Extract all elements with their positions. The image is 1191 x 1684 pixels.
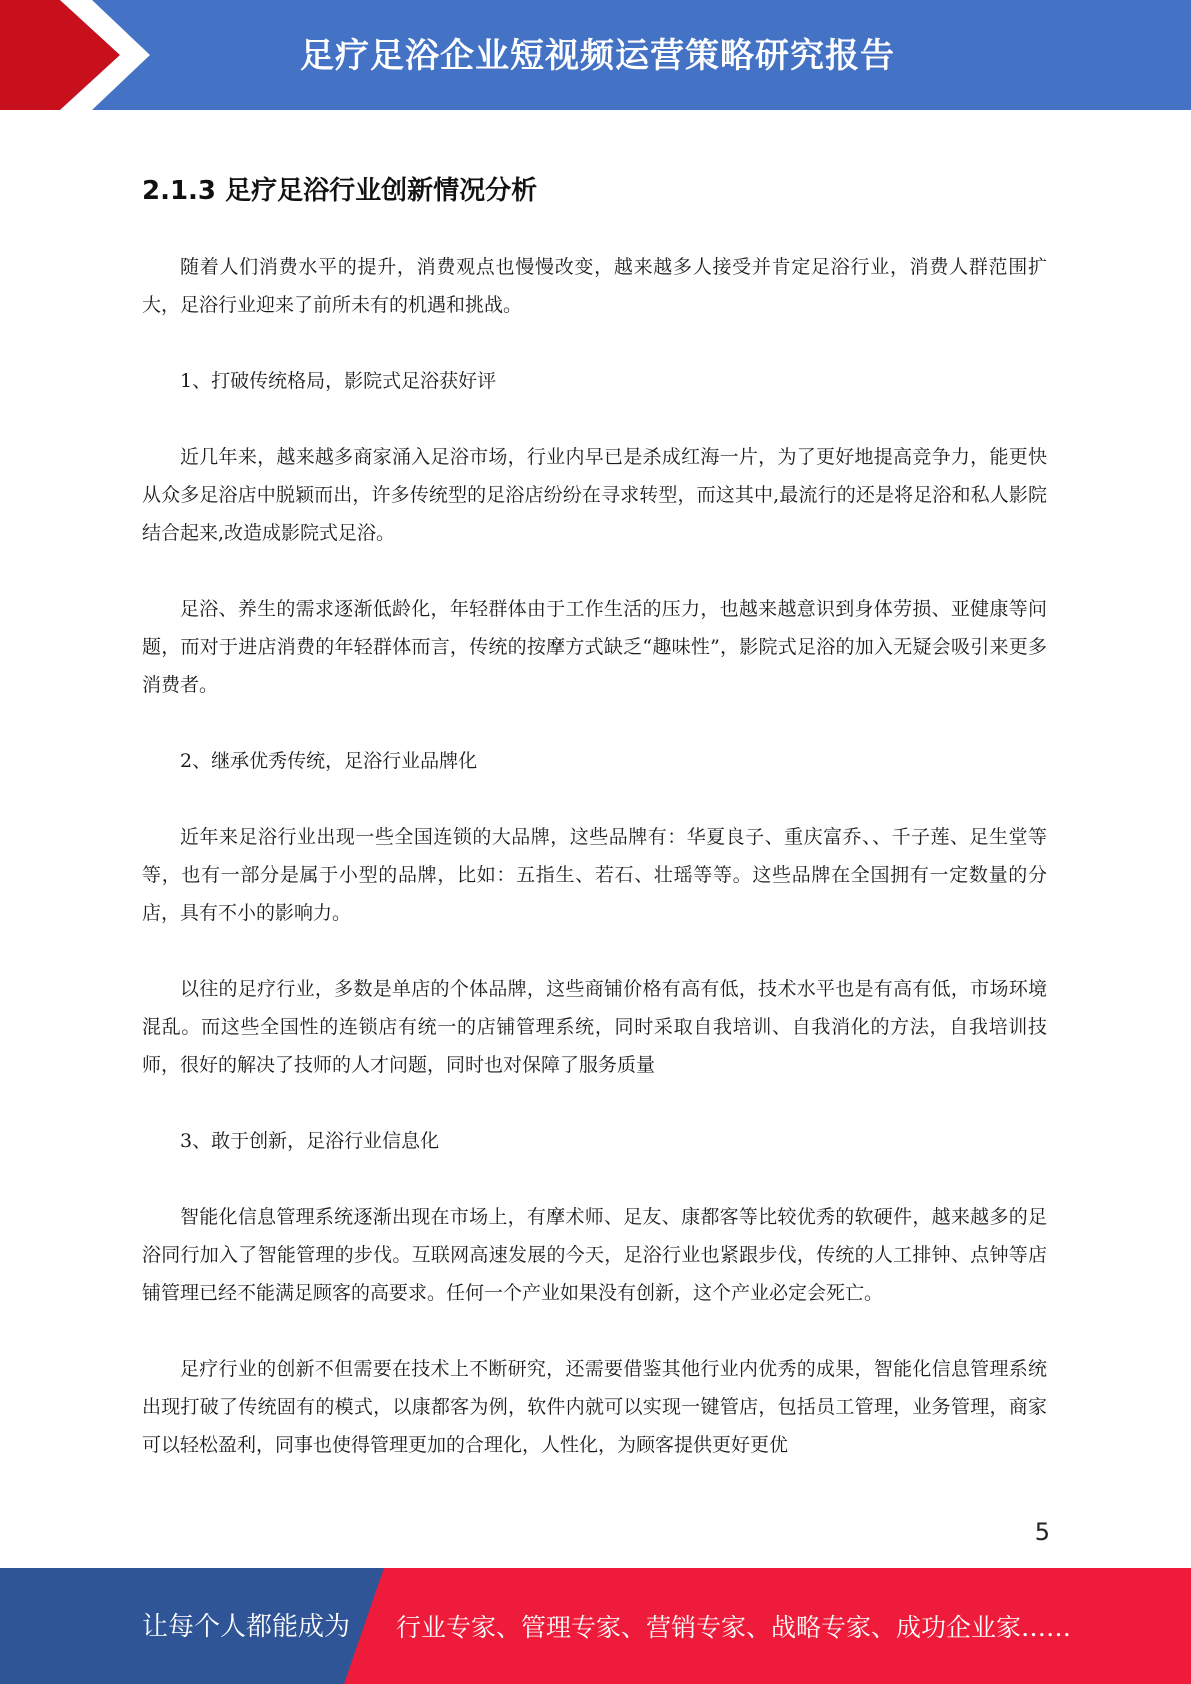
- footer-slogan: 让每个人都能成为: [142, 1612, 351, 1642]
- subheading: 2、继承优秀传统，足浴行业品牌化: [180, 750, 478, 772]
- article-body: [142, 248, 1047, 1502]
- paragraph: 智能化信息管理系统逐渐出现在市场上，有摩术师、足友、康都客等比较优秀的软硬件，越来越多的足浴同行加入了智能管理的步伐。互联网高速发展的今天，足浴行业也紧跟步伐，传统的人工排钟、点钟等店铺管理已经不能满足顾客的高要求。任何一个产业如果没有创新，这个产业必定会死亡。: [142, 1206, 1047, 1304]
- paragraph: 足浴、养生的需求逐渐低龄化，年轻群体由于工作生活的压力，也越来越意识到身体劳损、亚健康等问题，而对于进店消费的年轻群体而言，传统的按摩方式缺乏“趣味性”，影院式足浴的加入无疑会吸引来更多消费者。: [142, 598, 1047, 696]
- paragraph: 随着人们消费水平的提升，消费观点也慢慢改变，越来越多人接受并肯定足浴行业，消费人群范围扩大，足浴行业迎来了前所未有的机遇和挑战。: [142, 256, 1047, 316]
- footer-roles: 行业专家、管理专家、营销专家、战略专家、成功企业家……: [396, 1613, 1072, 1642]
- section-heading: 2.1.3 足疗足浴行业创新情况分析: [142, 176, 538, 206]
- paragraph: 近几年来，越来越多商家涌入足浴市场，行业内早已是杀成红海一片，为了更好地提高竞争力，能更快从众多足浴店中脱颖而出，许多传统型的足浴店纷纷在寻求转型，而这其中,最流行的还是将足浴和私人影院结合起来,改造成影院式足浴。: [142, 446, 1047, 544]
- page-header: [0, 0, 1191, 110]
- paragraph: 以往的足疗行业，多数是单店的个体品牌，这些商铺价格有高有低，技术水平也是有高有低，市场环境混乱。而这些全国性的连锁店有统一的店铺管理系统，同时采取自我培训、自我消化的方法，自我培训技师，很好的解决了技师的人才问题，同时也对保障了服务质量: [142, 978, 1047, 1076]
- subheading: 1、打破传统格局，影院式足浴获好评: [180, 370, 497, 392]
- report-title: 足疗足浴企业短视频运营策略研究报告: [300, 36, 895, 76]
- page-footer: [0, 1568, 1191, 1684]
- page-number: 5: [1034, 1518, 1050, 1546]
- subheading: 3、敢于创新，足浴行业信息化: [180, 1130, 440, 1152]
- paragraph: 足疗行业的创新不但需要在技术上不断研究，还需要借鉴其他行业内优秀的成果，智能化信息管理系统出现打破了传统固有的模式，以康都客为例，软件内就可以实现一键管店，包括员工管理，业务管理，商家可以轻松盈利，同事也使得管理更加的合理化，人性化，为顾客提供更好更优: [142, 1358, 1047, 1456]
- paragraph: 近年来足浴行业出现一些全国连锁的大品牌，这些品牌有：华夏良子、重庆富乔、、千子莲、足生堂等等，也有一部分是属于小型的品牌，比如：五指生、若石、壮瑶等等。这些品牌在全国拥有一定数量的分店，具有不小的影响力。: [142, 826, 1047, 924]
